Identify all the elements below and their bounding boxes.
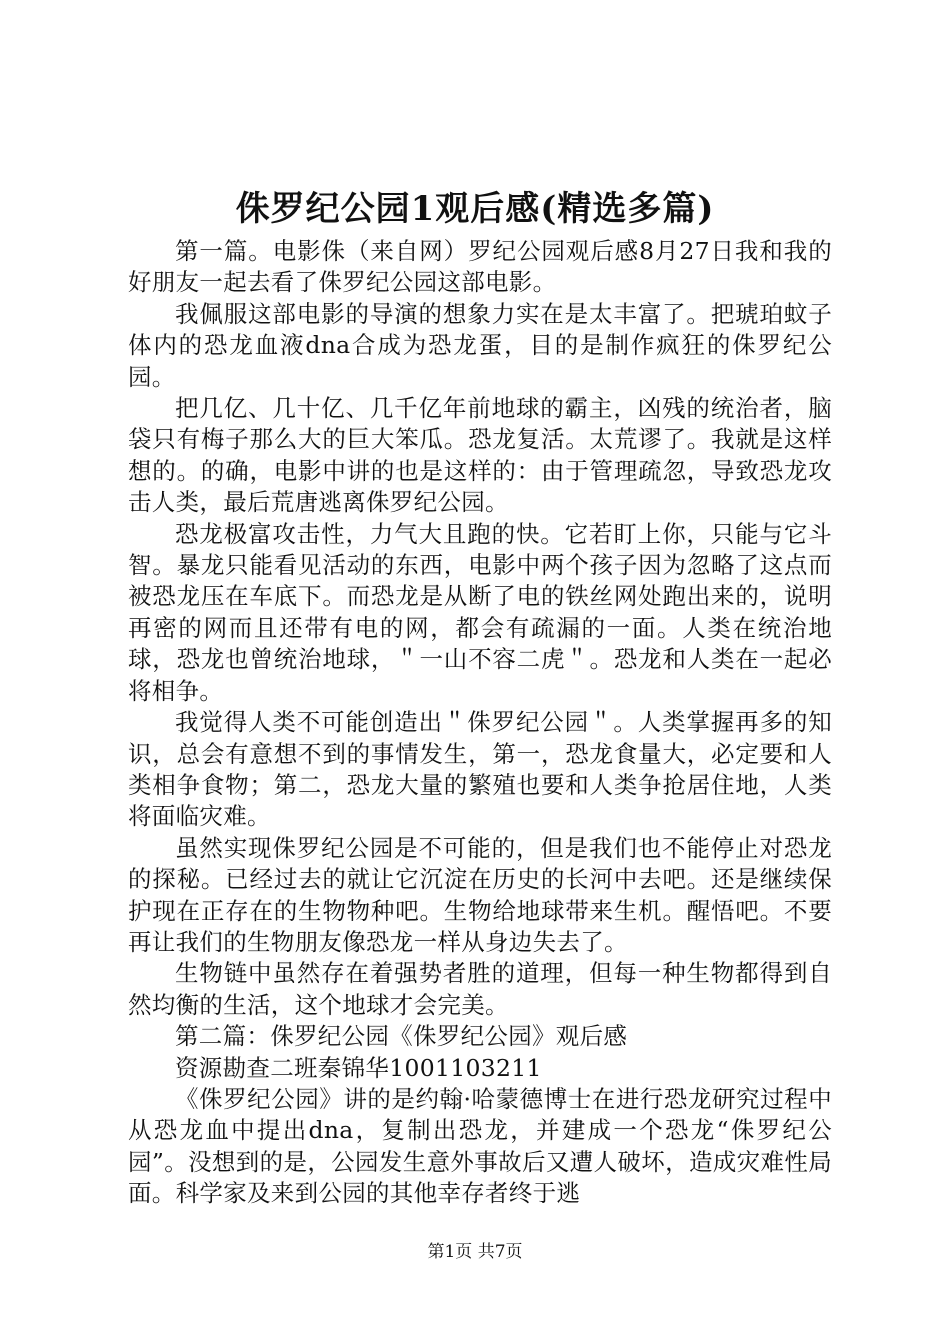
section-heading: 第二篇：侏罗纪公园《侏罗纪公园》观后感 [175, 1022, 628, 1051]
document-title: 侏罗纪公园1观后感(精选多篇) [235, 189, 715, 229]
paragraph: 《侏罗纪公园》讲的是约翰·哈蒙德博士在进行恐龙研究过程中从恐龙血中提出dna，复制出恐龙，并建成一个恐龙“侏罗纪公园”。没想到的是，公园发生意外事故后又遭人破坏，造成灾难性局面。科学家及来到公园的其他幸存者终于逃 [128, 1084, 832, 1208]
paragraph: 虽然实现侏罗纪公园是不可能的，但是我们也不能停止对恐龙的探秘。已经过去的就让它沉淀在历史的长河中去吧。还是继续保护现在正存在的生物物种吧。生物给地球带来生机。醒悟吧。不要再让我们的生物朋友像恐龙一样从身边失去了。 [128, 833, 832, 956]
paragraph: 生物链中虽然存在着强势者胜的道理，但每一种生物都得到自然均衡的生活，这个地球才会完美。 [128, 959, 832, 1019]
paragraph: 把几亿、几十亿、几千亿年前地球的霸主，凶残的统治者，脑袋只有梅子那么大的巨大笨瓜。恐龙复活。太荒谬了。我就是这样想的。的确，电影中讲的也是这样的：由于管理疏忽，导致恐龙攻击人类，最后荒唐逃离侏罗纪公园。 [128, 394, 832, 517]
document-body [128, 236, 832, 1210]
paragraph: 我觉得人类不可能创造出＂侏罗纪公园＂。人类掌握再多的知识，总会有意想不到的事情发生，第一，恐龙食量大，必定要和人类相争食物；第二，恐龙大量的繁殖也要和人类争抢居住地，人类将面临灾难。 [128, 708, 832, 831]
paragraph: 恐龙极富攻击性，力气大且跑的快。它若盯上你，只能与它斗智。暴龙只能看见活动的东西，电影中两个孩子因为忽略了这点而被恐龙压在车底下。而恐龙是从断了电的铁丝网处跑出来的，说明再密的网而且还带有电的网，都会有疏漏的一面。人类在统治地球，恐龙也曾统治地球，＂一山不容二虎＂。恐龙和人类在一起必将相争。 [128, 519, 832, 705]
page-number-footer: 第1页 共7页 [427, 1242, 523, 1262]
paragraph: 第一篇。电影侏（来自网）罗纪公园观后感8月27日我和我的好朋友一起去看了侏罗纪公园这部电影。 [128, 237, 832, 297]
author-line: 资源勘查二班秦锦华1001103211 [175, 1053, 542, 1082]
paragraph: 我佩服这部电影的导演的想象力实在是太丰富了。把琥珀蚊子体内的恐龙血液dna合成为恐龙蛋，目的是制作疯狂的侏罗纪公园。 [128, 299, 832, 391]
